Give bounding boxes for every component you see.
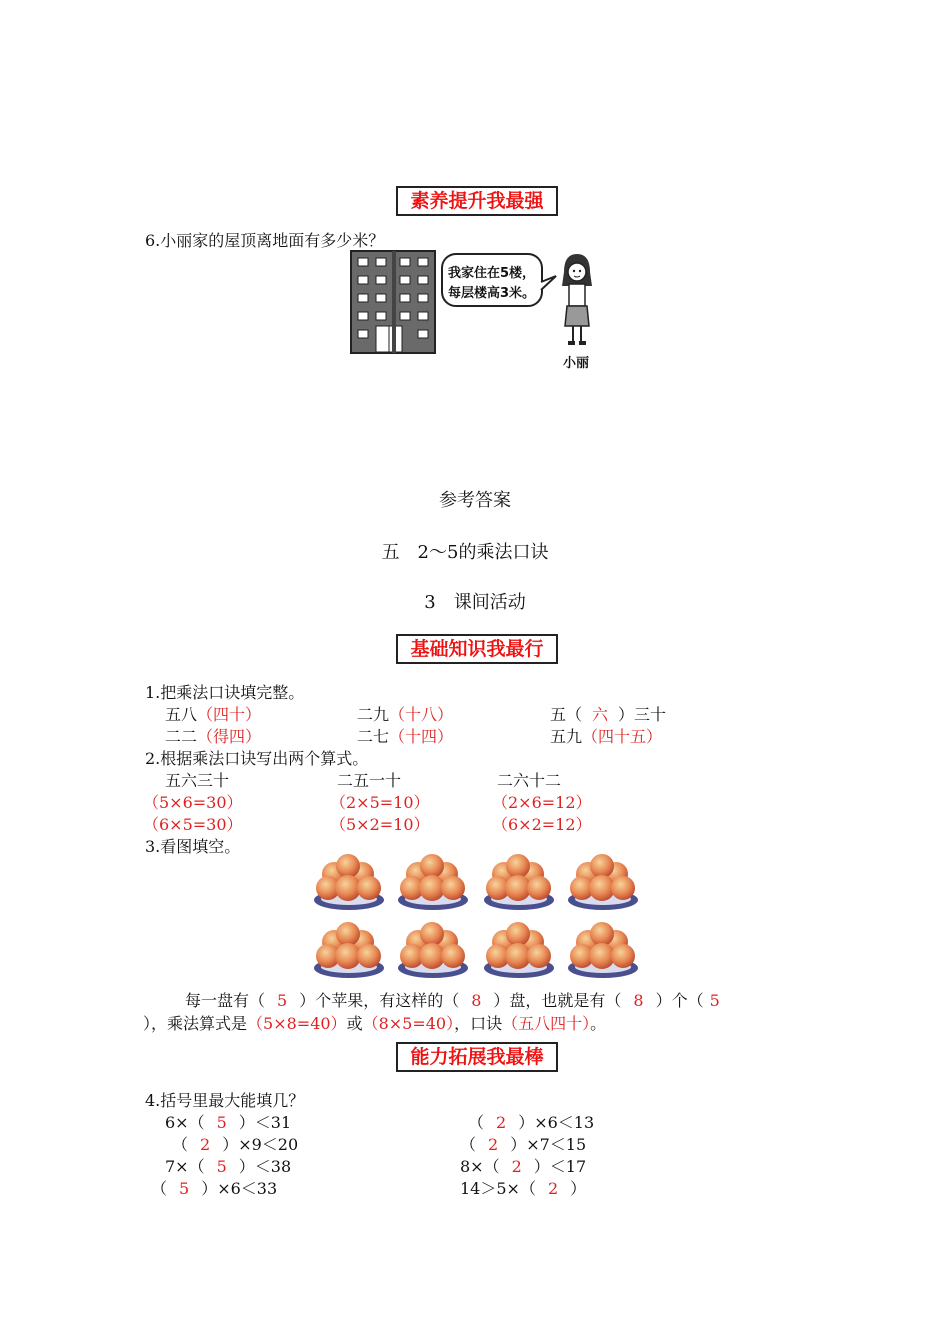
q2-answer: （5×2=10） xyxy=(330,815,430,834)
apple-plate-illustration xyxy=(566,852,640,912)
q3-text-line-1: 每一盘有（ 5 ）个苹果，有这样的（ 8 ）盘，也就是有（ 8 ）个（ 5 xyxy=(185,991,720,1010)
q4-left-item: 6×（ 5 ）＜31 xyxy=(165,1113,292,1132)
apple-plate-illustration xyxy=(396,920,470,980)
q1-item: 五八（四十） xyxy=(165,705,262,724)
q2-answer: （6×2=12） xyxy=(492,815,592,834)
q4-right-item: （ 2 ）×6＜13 xyxy=(468,1113,595,1132)
question-4: 4.括号里最大能填几？ xyxy=(145,1091,305,1110)
q4-right-item: （ 2 ）×7＜15 xyxy=(460,1135,587,1154)
q4-left-item: 7×（ 5 ）＜38 xyxy=(165,1157,292,1176)
unit-title: 五 2～5的乘法口诀 xyxy=(381,542,549,563)
girl-label: 小丽 xyxy=(563,356,590,371)
answers-title: 参考答案 xyxy=(439,490,511,511)
question-3: 3.看图填空。 xyxy=(145,837,241,856)
question-6: 6.小丽家的屋顶离地面有多少米？ xyxy=(145,231,385,250)
q1-item: 五（ 六 ）三十 xyxy=(550,705,667,724)
apple-plate-illustration xyxy=(482,920,556,980)
q3-text-line-2: ），乘法算式是（5×8=40）或（8×5=40），口诀（五八四十）。 xyxy=(143,1014,607,1033)
building-illustration xyxy=(350,250,436,354)
bubble-line-2: 每层楼高3米。 xyxy=(448,286,536,301)
q2-answer: （2×5=10） xyxy=(330,793,430,812)
section-banner-basics: 基础知识我最行 xyxy=(396,634,558,664)
girl-illustration xyxy=(556,252,598,350)
q2-answer: （5×6=30） xyxy=(143,793,243,812)
q1-item: 二二（得四） xyxy=(165,727,262,746)
q4-left-item: （ 2 ）×9＜20 xyxy=(172,1135,299,1154)
apple-plate-illustration xyxy=(482,852,556,912)
bubble-line-1: 我家住在5楼， xyxy=(448,266,536,281)
apple-plate-illustration xyxy=(566,920,640,980)
apple-plate-illustration xyxy=(396,852,470,912)
section-banner-extension: 能力拓展我最棒 xyxy=(396,1042,558,1072)
q2-answer: （6×5=30） xyxy=(143,815,243,834)
q1-item: 二七（十四） xyxy=(357,727,454,746)
q1-item: 五九（四十五） xyxy=(550,727,663,746)
lesson-title: 3 课间活动 xyxy=(424,592,526,613)
q2-head: 五六三十 xyxy=(165,771,230,790)
apple-plate-illustration xyxy=(312,920,386,980)
speech-bubble xyxy=(440,252,560,310)
q4-left-item: （ 5 ）×6＜33 xyxy=(151,1179,278,1198)
question-1: 1.把乘法口诀填完整。 xyxy=(145,683,305,702)
section-banner-literacy: 素养提升我最强 xyxy=(396,186,558,216)
q4-right-item: 8×（ 2 ）＜17 xyxy=(460,1157,587,1176)
q2-answer: （2×6=12） xyxy=(492,793,592,812)
q1-item: 二九（十八） xyxy=(357,705,454,724)
q2-head: 二五一十 xyxy=(337,771,402,790)
apple-plate-illustration xyxy=(312,852,386,912)
question-2: 2.根据乘法口诀写出两个算式。 xyxy=(145,749,369,768)
q2-head: 二六十二 xyxy=(497,771,562,790)
q4-right-item: 14＞5×（ 2 ） xyxy=(460,1179,587,1198)
